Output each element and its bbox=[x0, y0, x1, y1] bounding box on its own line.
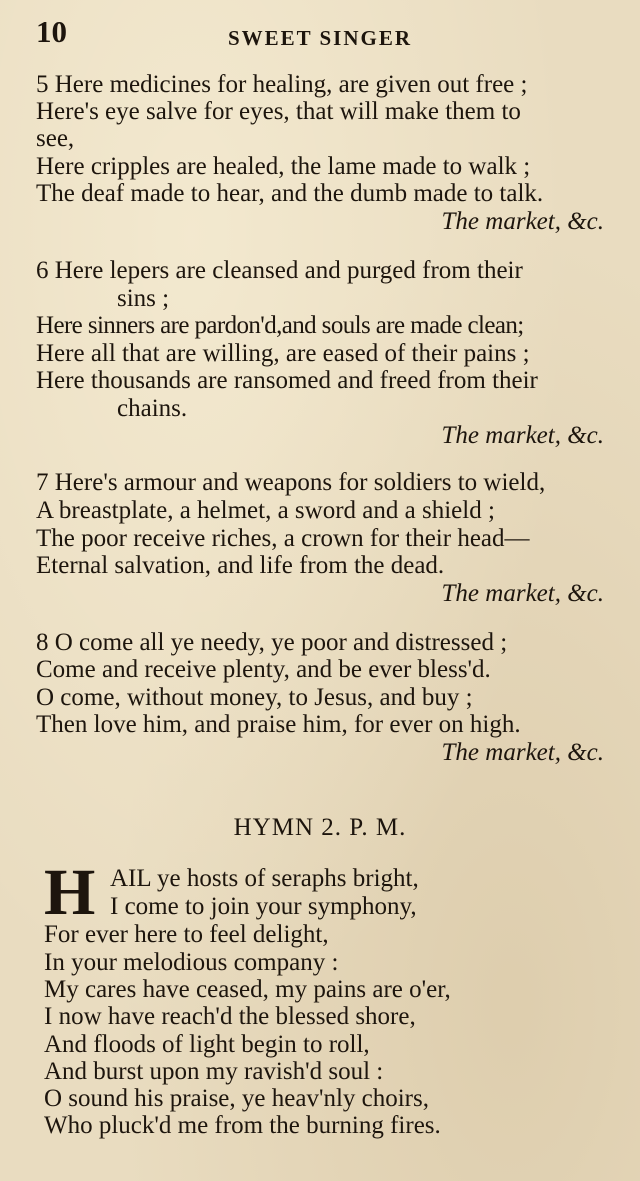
verse-line: chains. bbox=[117, 395, 188, 422]
refrain-reference: The market, &c. bbox=[441, 580, 604, 607]
running-title: SWEET SINGER bbox=[227, 26, 413, 50]
verse-line: The deaf made to hear, and the dumb made to talk. bbox=[36, 180, 544, 207]
drop-cap: H bbox=[44, 856, 96, 929]
verse-line: 5 Here medicines for healing, are given out free ; bbox=[36, 71, 528, 98]
verse-line: 7 Here's armour and weapons for soldiers to wield, bbox=[36, 469, 546, 496]
verse-line: Then love him, and praise him, for ever on high. bbox=[36, 711, 521, 738]
verse-line: sins ; bbox=[117, 285, 170, 312]
refrain-reference: The market, &c. bbox=[441, 739, 604, 766]
verse-line: 8 O come all ye needy, ye poor and distressed ; bbox=[36, 629, 508, 656]
hymn-line: I come to join your symphony, bbox=[110, 893, 417, 920]
verse-line: see, bbox=[36, 125, 75, 152]
verse-line: Come and receive plenty, and be ever bless'd. bbox=[36, 656, 491, 683]
verse-line: O come, without money, to Jesus, and buy ; bbox=[36, 684, 473, 711]
verse-line: Here all that are willing, are eased of their pains ; bbox=[36, 340, 530, 367]
verse-line: Here cripples are healed, the lame made to walk ; bbox=[36, 153, 531, 180]
page-number: 10 bbox=[36, 14, 67, 49]
hymn-line: And floods of light begin to roll, bbox=[44, 1031, 370, 1058]
hymn-line: For ever here to feel delight, bbox=[44, 921, 329, 948]
hymn-line: In your melodious company : bbox=[44, 949, 339, 976]
hymn-line: AIL ye hosts of seraphs bright, bbox=[110, 865, 419, 892]
page-header bbox=[0, 10, 640, 50]
hymn-line: Who pluck'd me from the burning fires. bbox=[44, 1112, 441, 1139]
verse-line: The poor receive riches, a crown for their head— bbox=[36, 525, 530, 552]
verse-line: A breastplate, a helmet, a sword and a shield ; bbox=[36, 497, 495, 524]
verse-line: Here sinners are pardon'd,and souls are made clean; bbox=[36, 312, 524, 339]
hymn-line: O sound his praise, ye heav'nly choirs, bbox=[44, 1085, 429, 1112]
verse-line: 6 Here lepers are cleansed and purged from their bbox=[36, 257, 523, 284]
verse-line: Here thousands are ransomed and freed from their bbox=[36, 367, 538, 394]
refrain-reference: The market, &c. bbox=[441, 422, 604, 449]
hymn-line: My cares have ceased, my pains are o'er, bbox=[44, 976, 451, 1003]
refrain-reference: The market, &c. bbox=[441, 208, 604, 235]
verse-line: Eternal salvation, and life from the dead. bbox=[36, 552, 445, 579]
hymn-title: HYMN 2. P. M. bbox=[233, 814, 407, 841]
verse-line: Here's eye salve for eyes, that will make them to bbox=[36, 98, 521, 125]
hymn-line: And burst upon my ravish'd soul : bbox=[44, 1058, 384, 1085]
hymn-line: I now have reach'd the blessed shore, bbox=[44, 1003, 416, 1030]
